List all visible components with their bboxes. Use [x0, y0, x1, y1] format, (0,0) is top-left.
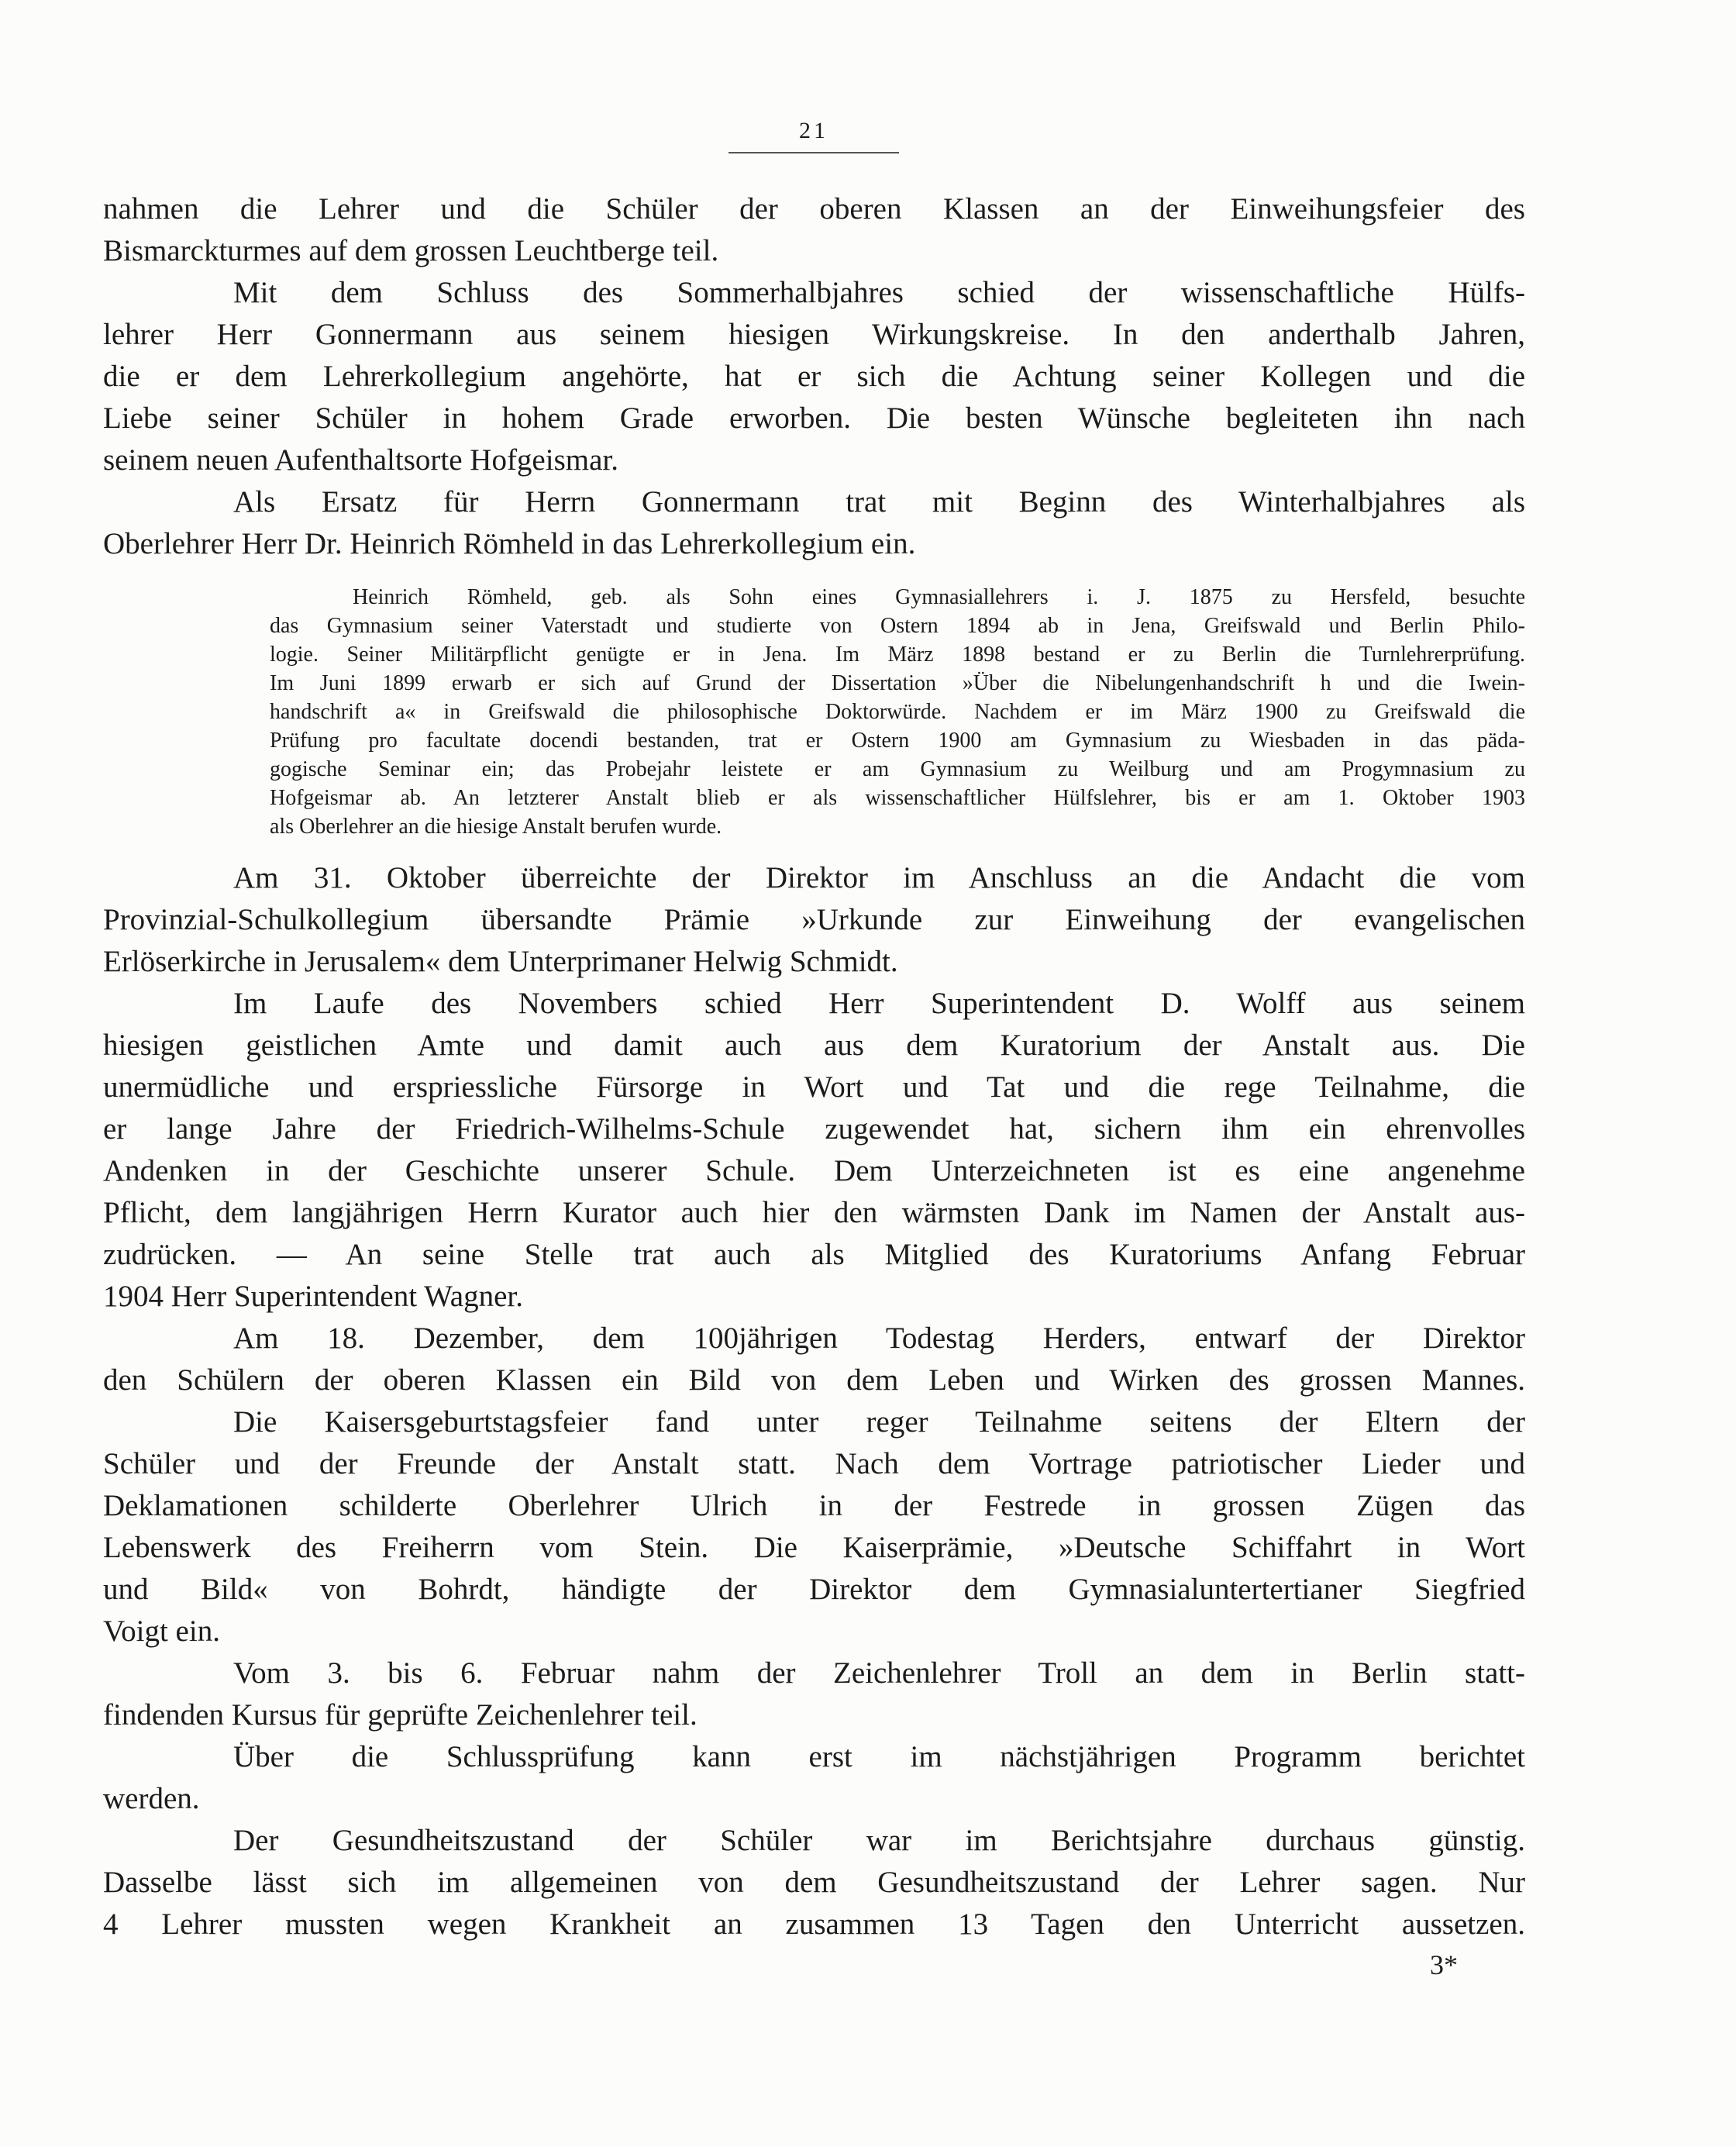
text-line: die er dem Lehrerkollegium angehörte, hat er sich die Achtung seiner Kollegen und die — [103, 360, 1525, 393]
text-line: werden. — [103, 1782, 200, 1815]
bio-line: handschrift a« in Greifswald die philosophische Doktorwürde. Nachdem er im März 1900 zu Greifswald die — [270, 700, 1525, 724]
text-line: Am 18. Dezember, dem 100jährigen Todestag Herders, entwarf der Direktor — [233, 1322, 1525, 1355]
biography-note — [103, 583, 1525, 841]
text-line: Liebe seiner Schüler in hohem Grade erworben. Die besten Wünsche begleiteten ihn nach — [103, 401, 1525, 435]
text-line: Lebenswerk des Freiherrn vom Stein. Die Kaiserprämie, »Deutsche Schiffahrt in Wort — [103, 1531, 1525, 1564]
text-line: hiesigen geistlichen Amte und damit auch aus dem Kuratorium der Anstalt aus. Die — [103, 1029, 1525, 1062]
text-line: er lange Jahre der Friedrich-Wilhelms-Schule zugewendet hat, sichern ihm ein ehrenvolles — [103, 1112, 1525, 1146]
text-line: Am 31. Oktober überreichte der Direktor im Anschluss an die Andacht die vom — [233, 861, 1525, 894]
text-line: findenden Kursus für geprüfte Zeichenlehrer teil. — [103, 1698, 698, 1732]
text-line: Oberlehrer Herr Dr. Heinrich Römheld in das Lehrerkollegium ein. — [103, 527, 916, 560]
text-line: den Schülern der oberen Klassen ein Bild von dem Leben und Wirken des grossen Mannes. — [103, 1363, 1525, 1397]
text-line: Über die Schlussprüfung kann erst im nächstjährigen Programm berichtet — [233, 1740, 1525, 1773]
text-line: lehrer Herr Gonnermann aus seinem hiesigen Wirkungskreise. In den anderthalb Jahren, — [103, 318, 1525, 351]
text-line: Pflicht, dem langjährigen Herrn Kurator auch hier den wärmsten Dank im Namen der Anstalt aus- — [103, 1196, 1525, 1229]
text-line: nahmen die Lehrer und die Schüler der oberen Klassen an der Einweihungsfeier des — [103, 192, 1525, 226]
text-line: Deklamationen schilderte Oberlehrer Ulrich in der Festrede in grossen Zügen das — [103, 1489, 1525, 1522]
signature-mark: 3* — [1430, 1949, 1458, 1980]
text-line: zudrücken. — An seine Stelle trat auch als Mitglied des Kuratoriums Anfang Februar — [103, 1238, 1525, 1271]
paragraph-block-2 — [103, 857, 1525, 1945]
text-line: Im Laufe des Novembers schied Herr Superintendent D. Wolff aus seinem — [233, 987, 1525, 1020]
bio-line: Prüfung pro facultate docendi bestanden, trat er Ostern 1900 am Gymnasium zu Wiesbaden in das päda- — [270, 729, 1525, 753]
text-line: Der Gesundheitszustand der Schüler war im Berichtsjahre durchaus günstig. — [233, 1824, 1525, 1857]
text-line: Schüler und der Freunde der Anstalt statt. Nach dem Vortrage patriotischer Lieder und — [103, 1447, 1525, 1480]
bio-line: Heinrich Römheld, geb. als Sohn eines Gymnasiallehrers i. J. 1875 zu Hersfeld, besuchte — [353, 585, 1525, 609]
page-number: 21 — [728, 118, 899, 153]
text-line: und Bild« von Bohrdt, händigte der Direktor dem Gymnasialuntertertianer Siegfried — [103, 1573, 1525, 1606]
text-line: Vom 3. bis 6. Februar nahm der Zeichenlehrer Troll an dem in Berlin statt- — [233, 1656, 1525, 1690]
bio-line: logie. Seiner Militärpflicht genügte er in Jena. Im März 1898 bestand er zu Berlin die Turnlehrerprüfung. — [270, 643, 1525, 667]
text-line: Voigt ein. — [103, 1615, 220, 1648]
text-line: seinem neuen Aufenthaltsorte Hofgeismar. — [103, 443, 618, 477]
text-line: 1904 Herr Superintendent Wagner. — [103, 1280, 524, 1313]
text-line: 4 Lehrer mussten wegen Krankheit an zusammen 13 Tagen den Unterricht aussetzen. — [103, 1907, 1525, 1941]
text-line: Dasselbe lässt sich im allgemeinen von dem Gesundheitszustand der Lehrer sagen. Nur — [103, 1866, 1525, 1899]
paragraph-block-1 — [103, 188, 1525, 565]
text-line: Mit dem Schluss des Sommerhalbjahres schied der wissenschaftliche Hülfs- — [233, 276, 1525, 309]
text-line: unermüdliche und erspriessliche Fürsorge in Wort und Tat und die rege Teilnahme, die — [103, 1070, 1525, 1104]
bio-line: das Gymnasium seiner Vaterstadt und studierte von Ostern 1894 ab in Jena, Greifswald und Berlin Philo- — [270, 614, 1525, 638]
bio-line: Im Juni 1899 erwarb er sich auf Grund der Dissertation »Über die Nibelungenhandschrift h und die Iwein- — [270, 671, 1525, 695]
text-line: Als Ersatz für Herrn Gonnermann trat mit Beginn des Winterhalbjahres als — [233, 485, 1525, 519]
bio-line: als Oberlehrer an die hiesige Anstalt berufen wurde. — [270, 815, 722, 839]
text-line: Provinzial-Schulkollegium übersandte Prämie »Urkunde zur Einweihung der evangelischen — [103, 903, 1525, 936]
bio-line: Hofgeismar ab. An letzterer Anstalt blieb er als wissenschaftlicher Hülfslehrer, bis er am 1. Oktober 1903 — [270, 786, 1525, 810]
text-line: Die Kaisersgeburtstagsfeier fand unter reger Teilnahme seitens der Eltern der — [233, 1405, 1525, 1439]
text-line: Bismarckturmes auf dem grossen Leuchtberge teil. — [103, 234, 719, 267]
text-line: Erlöserkirche in Jerusalem« dem Unterprimaner Helwig Schmidt. — [103, 945, 898, 978]
text-line: Andenken in der Geschichte unserer Schule. Dem Unterzeichneten ist es eine angenehme — [103, 1154, 1525, 1187]
bio-line: gogische Seminar ein; das Probejahr leistete er am Gymnasium zu Weilburg und am Progymnasium zu — [270, 757, 1525, 781]
